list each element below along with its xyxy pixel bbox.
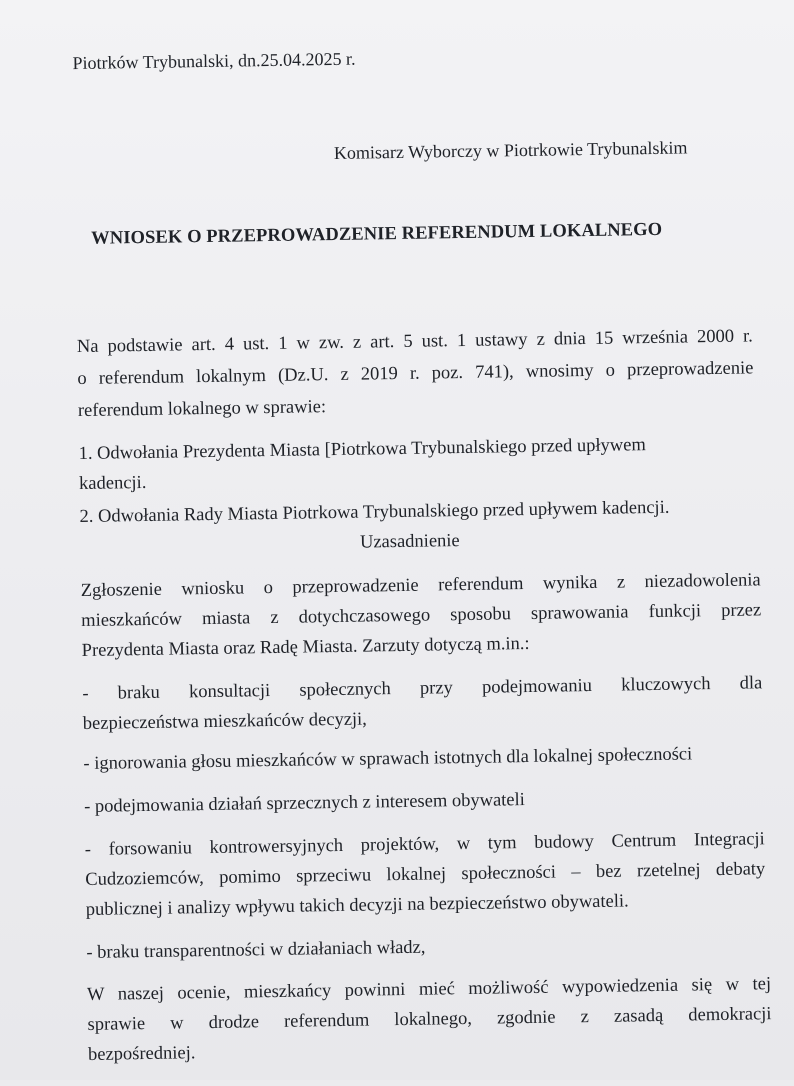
- list-item-1-line: kadencji.: [78, 472, 147, 495]
- intro-line: o referendum lokalnym (Dz.U. z 2019 r. poz. 741), wnosimy o przeprowadzenie: [77, 358, 754, 390]
- charge-item-line: - podejmowania działań sprzecznych z interesem obywateli: [83, 790, 525, 817]
- charge-item-line: publicznej i analizy wpływu takich decyzji na bezpieczeństwo obywateli.: [85, 891, 629, 920]
- charge-item-line: - forsowaniu kontrowersyjnych projektów, w tym budowy Centrum Integracji: [84, 829, 765, 860]
- charge-item-line: Cudzoziemców, pomimo sprzeciwu lokalnej społeczności – bez rzetelnej debaty: [85, 859, 766, 890]
- justification-line: Zgłoszenie wniosku o przeprowadzenie referendum wynika z niezadowolenia: [80, 570, 761, 602]
- charge-item-line: - braku transparentności w działaniach władz,: [86, 937, 426, 963]
- list-item-1-line: 1. Odwołania Prezydenta Miasta [Piotrkowa Trybunalskiego przed upływem: [78, 435, 646, 465]
- charge-item-line: - ignorowania głosu mieszkańców w sprawach istotnych dla lokalnej społeczności: [83, 744, 693, 774]
- intro-line: referendum lokalnego w sprawie:: [77, 397, 327, 422]
- conclusion-line: bezpośredniej.: [87, 1043, 196, 1065]
- place-and-date: Piotrków Trybunalski, dn.25.04.2025 r.: [72, 48, 356, 74]
- document-title: WNIOSEK O PRZEPROWADZENIE REFERENDUM LOKALNEGO: [91, 219, 663, 249]
- recipient: Komisarz Wyborczy w Piotrkowie Trybunalskim: [333, 137, 688, 163]
- intro-line: Na podstawie art. 4 ust. 1 w zw. z art. 5 ust. 1 ustawy z dnia 15 września 2000 r.: [76, 326, 754, 358]
- justification-line: mieszkańców miasta z dotychczasowego sposobu sprawowania funkcji przez: [81, 600, 762, 632]
- conclusion-line: sprawie w drodze referendum lokalnego, zgodnie z zasadą demokracji: [87, 1004, 772, 1035]
- conclusion-line: W naszej ocenie, mieszkańcy powinni mieć możliwość wypowiedzenia się w tej: [86, 974, 772, 1005]
- charge-item-line: bezpieczeństwa mieszkańców decyzji,: [82, 709, 368, 735]
- charge-item-line: - braku konsultacji społecznych przy podejmowaniu kluczowych dla: [82, 673, 763, 705]
- justification-heading: Uzasadnienie: [359, 531, 460, 553]
- justification-line: Prezydenta Miasta oraz Radę Miasta. Zarzuty dotyczą m.in.:: [81, 633, 530, 662]
- list-item-2-line: 2. Odwołania Rady Miasta Piotrkowa Trybunalskiego przed upływem kadencji.: [79, 497, 670, 528]
